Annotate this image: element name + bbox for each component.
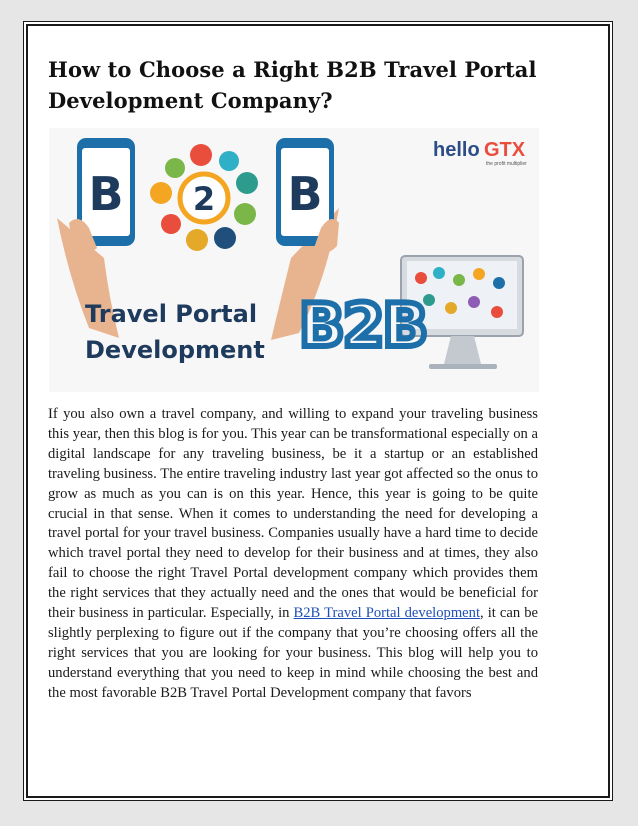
hero-caption-line2: Development	[85, 336, 265, 364]
b2b-travel-portal-link[interactable]: B2B Travel Portal development	[293, 605, 481, 622]
hero-image	[49, 128, 539, 392]
article-body	[48, 405, 538, 704]
brand-tagline: the profit multiplier	[486, 161, 527, 167]
hellogtx-logo	[433, 139, 527, 167]
b2b-big-text: B2B	[299, 291, 427, 361]
hero-caption-line1: Travel Portal	[85, 300, 258, 328]
right-phone-letter: B	[287, 167, 323, 221]
left-phone-letter: B	[88, 167, 124, 221]
brand-gtx: GTX	[484, 139, 526, 161]
body-text-part1: If you also own a travel company, and willing to expand your traveling business this year, then this blog is for you. This year can be transformational especially on a digital landscape for any traveling business, be it a startup or an established traveling business. The entire traveling industry last year got affected so the onus to grow as much as you can is on this year. Hence, this year is going to be quite crucial in that sense. When it comes to understanding the need for developing a travel portal for your travel business. Companies usually have a hard time to decide which travel portal they need to develop for their business and at times, they also fail to choose the right Travel Portal development company which provides them the right services that they actually need and the ones that would be beneficial for their business in particular. Especially, in	[48, 406, 538, 622]
page-title: How to Choose a Right B2B Travel Portal Development Company?	[48, 57, 537, 113]
center-number: 2	[192, 180, 216, 218]
body-text-part2: , it can be slightly perplexing to figure out if the company that you’re choosing offers all the right services that you are looking for your business. This blog will help you to understand everything that you need to keep in mind while choosing the best and the most favorable B2B Travel Portal Development company that favors	[48, 605, 538, 701]
brand-hello: hello	[433, 139, 480, 161]
hero-illustration	[49, 128, 539, 392]
